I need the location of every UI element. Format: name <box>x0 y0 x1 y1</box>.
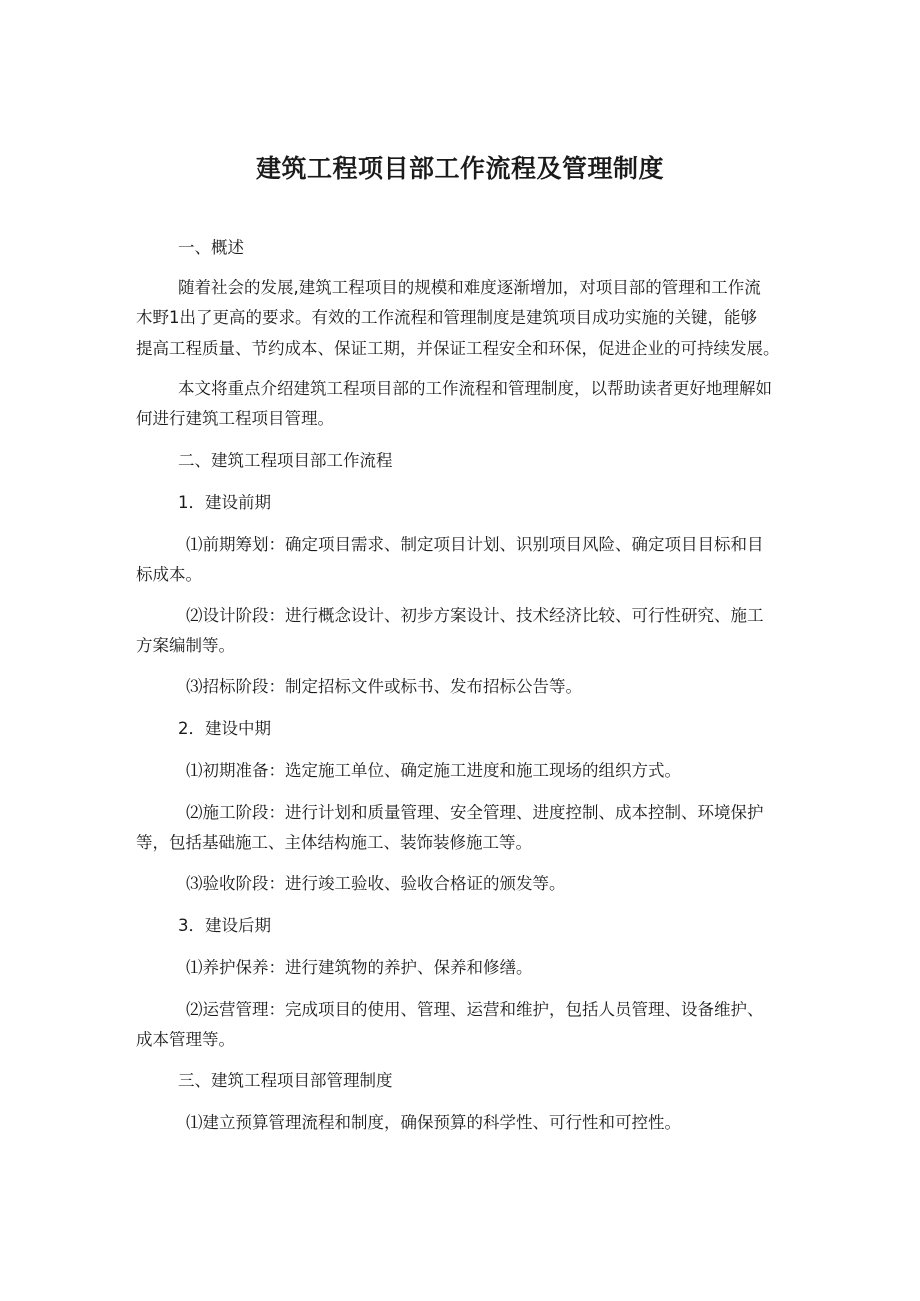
paragraph-line: 提高工程质量、节约成本、保证工期，并保证工程安全和环保，促进企业的可持续发展。 <box>136 339 780 358</box>
list-item-line: ⑴前期筹划：确定项目需求、制定项目计划、识别项目风险、确定项目目标和目 <box>186 535 764 554</box>
list-item-line: ⑵施工阶段：进行计划和质量管理、安全管理、进度控制、成本控制、环境保护 <box>186 803 764 822</box>
list-item-line: 方案编制等。 <box>136 636 235 655</box>
paragraph-line: 随着社会的发展,建筑工程项目的规模和难度逐渐增加，对项目部的管理和工作流 <box>178 278 761 297</box>
subsection-heading: 2．建设中期 <box>178 719 271 738</box>
subsection-heading: 3．建设后期 <box>178 916 271 935</box>
list-item-line: ⑴初期准备：选定施工单位、确定施工进度和施工现场的组织方式。 <box>186 761 681 780</box>
list-item-line: ⑴养护保养：进行建筑物的养护、保养和修缮。 <box>186 958 533 977</box>
list-item-line: 标成本。 <box>136 565 202 584</box>
section-heading-management: 三、建筑工程项目部管理制度 <box>178 1071 393 1090</box>
list-item-line: 成本管理等。 <box>136 1030 235 1049</box>
paragraph-line: 本文将重点介绍建筑工程项目部的工作流程和管理制度，以帮助读者更好地理解如 <box>178 379 772 398</box>
document-title: 建筑工程项目部工作流程及管理制度 <box>255 154 664 183</box>
list-item-line: ⑵运营管理：完成项目的使用、管理、运营和维护，包括人员管理、设备维护、 <box>186 1000 764 1019</box>
list-item-line: ⑵设计阶段：进行概念设计、初步方案设计、技术经济比较、可行性研究、施工 <box>186 606 764 625</box>
subsection-heading: 1．建设前期 <box>178 493 271 512</box>
paragraph-line: 何进行建筑工程项目管理。 <box>136 409 334 428</box>
list-item-line: ⑶招标阶段：制定招标文件或标书、发布招标公告等。 <box>186 677 582 696</box>
list-item-line: ⑶验收阶段：进行竣工验收、验收合格证的颁发等。 <box>186 874 566 893</box>
paragraph-line: 木野1出了更高的要求。有效的工作流程和管理制度是建筑项目成功实施的关键，能够 <box>136 308 757 327</box>
section-heading-overview: 一、概述 <box>178 238 244 257</box>
list-item-line: ⑴建立预算管理流程和制度，确保预算的科学性、可行性和可控性。 <box>186 1113 681 1132</box>
section-heading-workflow: 二、建筑工程项目部工作流程 <box>178 451 393 470</box>
list-item-line: 等，包括基础施工、主体结构施工、装饰装修施工等。 <box>136 833 532 852</box>
